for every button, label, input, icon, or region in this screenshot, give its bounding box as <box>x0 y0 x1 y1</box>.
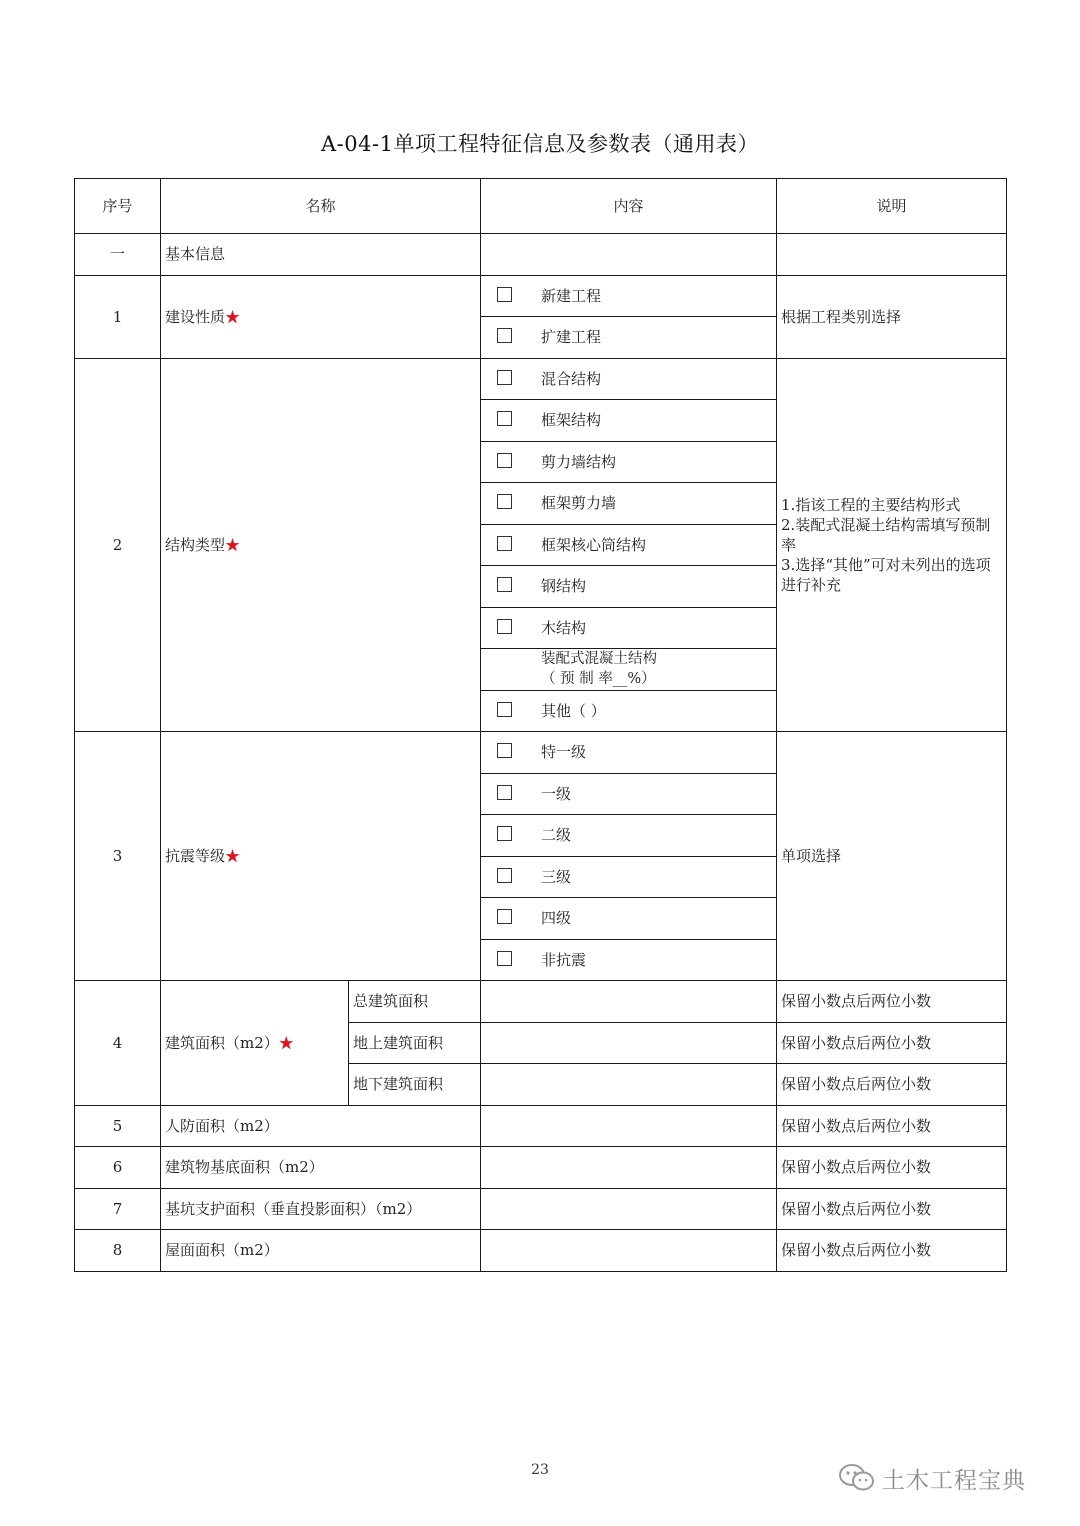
content-cell <box>481 234 777 276</box>
checkbox-icon[interactable] <box>497 743 512 758</box>
table-row <box>75 1147 1007 1189</box>
required-star: ★ <box>225 535 241 554</box>
row-seq: 6 <box>75 1147 161 1189</box>
sub-label: 地上建筑面积 <box>349 1022 481 1064</box>
row-note: 保留小数点后两位小数 <box>777 1022 1007 1064</box>
header-note: 说明 <box>777 179 1007 234</box>
option-mujiegou[interactable] <box>481 607 777 649</box>
option-kuangjia[interactable] <box>481 400 777 442</box>
row-name-text: 抗震等级 <box>165 847 226 865</box>
checkbox-icon[interactable] <box>497 826 512 841</box>
row-seq: 7 <box>75 1188 161 1230</box>
option-siji[interactable] <box>481 898 777 940</box>
checkbox-icon[interactable] <box>497 577 512 592</box>
table-row <box>75 1230 1007 1272</box>
watermark <box>838 1460 1026 1496</box>
page-title: A-04-1单项工程特征信息及参数表（通用表） <box>321 132 759 156</box>
section-seq: 一 <box>75 234 161 276</box>
checkbox-icon[interactable] <box>497 868 512 883</box>
row-note <box>777 358 1007 732</box>
table-row <box>75 275 1007 317</box>
option-label: 非抗震 <box>541 950 587 969</box>
row-seq: 3 <box>75 732 161 981</box>
watermark-text: 土木工程宝典 <box>882 1467 1026 1494</box>
section-row <box>75 234 1007 276</box>
note-line: 2.装配式混凝土结构需填写预制 率 <box>781 515 991 554</box>
option-kuangjia-jianliqiang[interactable] <box>481 483 777 525</box>
wechat-icon <box>838 1462 876 1494</box>
option-yiji[interactable] <box>481 773 777 815</box>
option-label: 框架结构 <box>541 411 602 430</box>
checkbox-icon[interactable] <box>497 619 512 634</box>
row-note: 保留小数点后两位小数 <box>777 1188 1007 1230</box>
value-input[interactable] <box>481 1188 777 1230</box>
page-number: 23 <box>531 1462 549 1478</box>
header-name: 名称 <box>161 179 481 234</box>
option-teyiji[interactable] <box>481 732 777 774</box>
row-seq: 5 <box>75 1105 161 1147</box>
option-label: 四级 <box>541 909 572 928</box>
checkbox-icon[interactable] <box>497 702 512 717</box>
option-label: 特一级 <box>541 743 587 762</box>
option-feikangzhen[interactable] <box>481 939 777 981</box>
checkbox-icon[interactable] <box>497 287 512 302</box>
row-note: 保留小数点后两位小数 <box>777 1230 1007 1272</box>
row-name: 建筑物基底面积（m2） <box>161 1147 481 1189</box>
required-star: ★ <box>225 307 241 326</box>
checkbox-icon[interactable] <box>497 951 512 966</box>
checkbox-icon[interactable] <box>497 494 512 509</box>
option-label: 剪力墙结构 <box>541 452 617 471</box>
row-seq: 2 <box>75 358 161 732</box>
option-label: 装配式混凝土结构 <box>541 651 658 668</box>
checkbox-icon[interactable] <box>497 453 512 468</box>
option-label: 扩建工程 <box>541 328 602 347</box>
sub-label: 总建筑面积 <box>349 981 481 1023</box>
option-label: 框架核心筒结构 <box>541 535 647 554</box>
option-gangjiegou[interactable] <box>481 566 777 608</box>
option-hunhe[interactable] <box>481 358 777 400</box>
row-name <box>161 981 349 1106</box>
option-label: 新建工程 <box>541 286 602 305</box>
sub-label: 地下建筑面积 <box>349 1064 481 1106</box>
option-label: 混合结构 <box>541 369 602 388</box>
option-xinjian[interactable] <box>481 275 777 317</box>
header-row <box>75 179 1007 234</box>
row-name <box>161 358 481 732</box>
note-cell <box>777 234 1007 276</box>
section-name: 基本信息 <box>161 234 481 276</box>
option-hexintong[interactable] <box>481 524 777 566</box>
option-kuojian[interactable] <box>481 317 777 359</box>
option-label: 其他（ ） <box>541 701 606 720</box>
option-label: 一级 <box>541 784 572 803</box>
value-input[interactable] <box>481 1147 777 1189</box>
header-content: 内容 <box>481 179 777 234</box>
checkbox-icon[interactable] <box>497 536 512 551</box>
header-seq: 序号 <box>75 179 161 234</box>
note-line: 1.指该工程的主要结构形式 <box>781 495 961 514</box>
checkbox-icon[interactable] <box>497 411 512 426</box>
table-row <box>75 732 1007 774</box>
option-label: 木结构 <box>541 618 587 637</box>
row-seq: 1 <box>75 275 161 358</box>
checkbox-icon[interactable] <box>497 328 512 343</box>
row-seq: 4 <box>75 981 161 1106</box>
checkbox-icon[interactable] <box>497 909 512 924</box>
option-label: 框架剪力墙 <box>541 494 617 513</box>
row-note: 根据工程类别选择 <box>777 275 1007 358</box>
option-label: 钢结构 <box>541 577 587 596</box>
row-name-text: 建设性质 <box>165 307 226 326</box>
row-note: 保留小数点后两位小数 <box>777 1064 1007 1106</box>
option-jianliqiang[interactable] <box>481 441 777 483</box>
row-name: 人防面积（m2） <box>161 1105 481 1147</box>
table-row <box>75 981 1007 1023</box>
checkbox-icon[interactable] <box>497 370 512 385</box>
table-row <box>75 1188 1007 1230</box>
value-input[interactable] <box>481 1064 777 1106</box>
option-label: 二级 <box>541 826 572 845</box>
value-input[interactable] <box>481 1230 777 1272</box>
checkbox-icon[interactable] <box>497 785 512 800</box>
required-star: ★ <box>278 1033 294 1052</box>
value-input[interactable] <box>481 1105 777 1147</box>
row-name: 屋面面积（m2） <box>161 1230 481 1272</box>
parameter-table <box>74 178 1007 1272</box>
required-star: ★ <box>225 847 241 865</box>
row-seq: 8 <box>75 1230 161 1272</box>
option-zhuangpeishi[interactable] <box>481 649 777 691</box>
option-label: 三级 <box>541 867 572 886</box>
row-note: 保留小数点后两位小数 <box>777 1147 1007 1189</box>
row-name-text: 建筑面积（m2） <box>165 1033 279 1052</box>
option-qita[interactable] <box>481 690 777 732</box>
row-note: 保留小数点后两位小数 <box>777 981 1007 1023</box>
table-row <box>75 358 1007 400</box>
row-name: 基坑支护面积（垂直投影面积）（m2） <box>161 1188 481 1230</box>
table-row <box>75 1105 1007 1147</box>
row-name <box>161 275 481 358</box>
option-erji[interactable] <box>481 815 777 857</box>
row-name <box>161 732 481 981</box>
row-note: 单项选择 <box>777 732 1007 981</box>
value-input[interactable] <box>481 981 777 1023</box>
row-note: 保留小数点后两位小数 <box>777 1105 1007 1147</box>
value-input[interactable] <box>481 1022 777 1064</box>
prefab-rate-field[interactable]: （ 预 制 率__%） <box>541 671 656 688</box>
option-sanji[interactable] <box>481 856 777 898</box>
row-name-text: 结构类型 <box>165 535 226 554</box>
note-line: 3.选择“其他”可对未列出的选项进行补充 <box>781 555 991 594</box>
